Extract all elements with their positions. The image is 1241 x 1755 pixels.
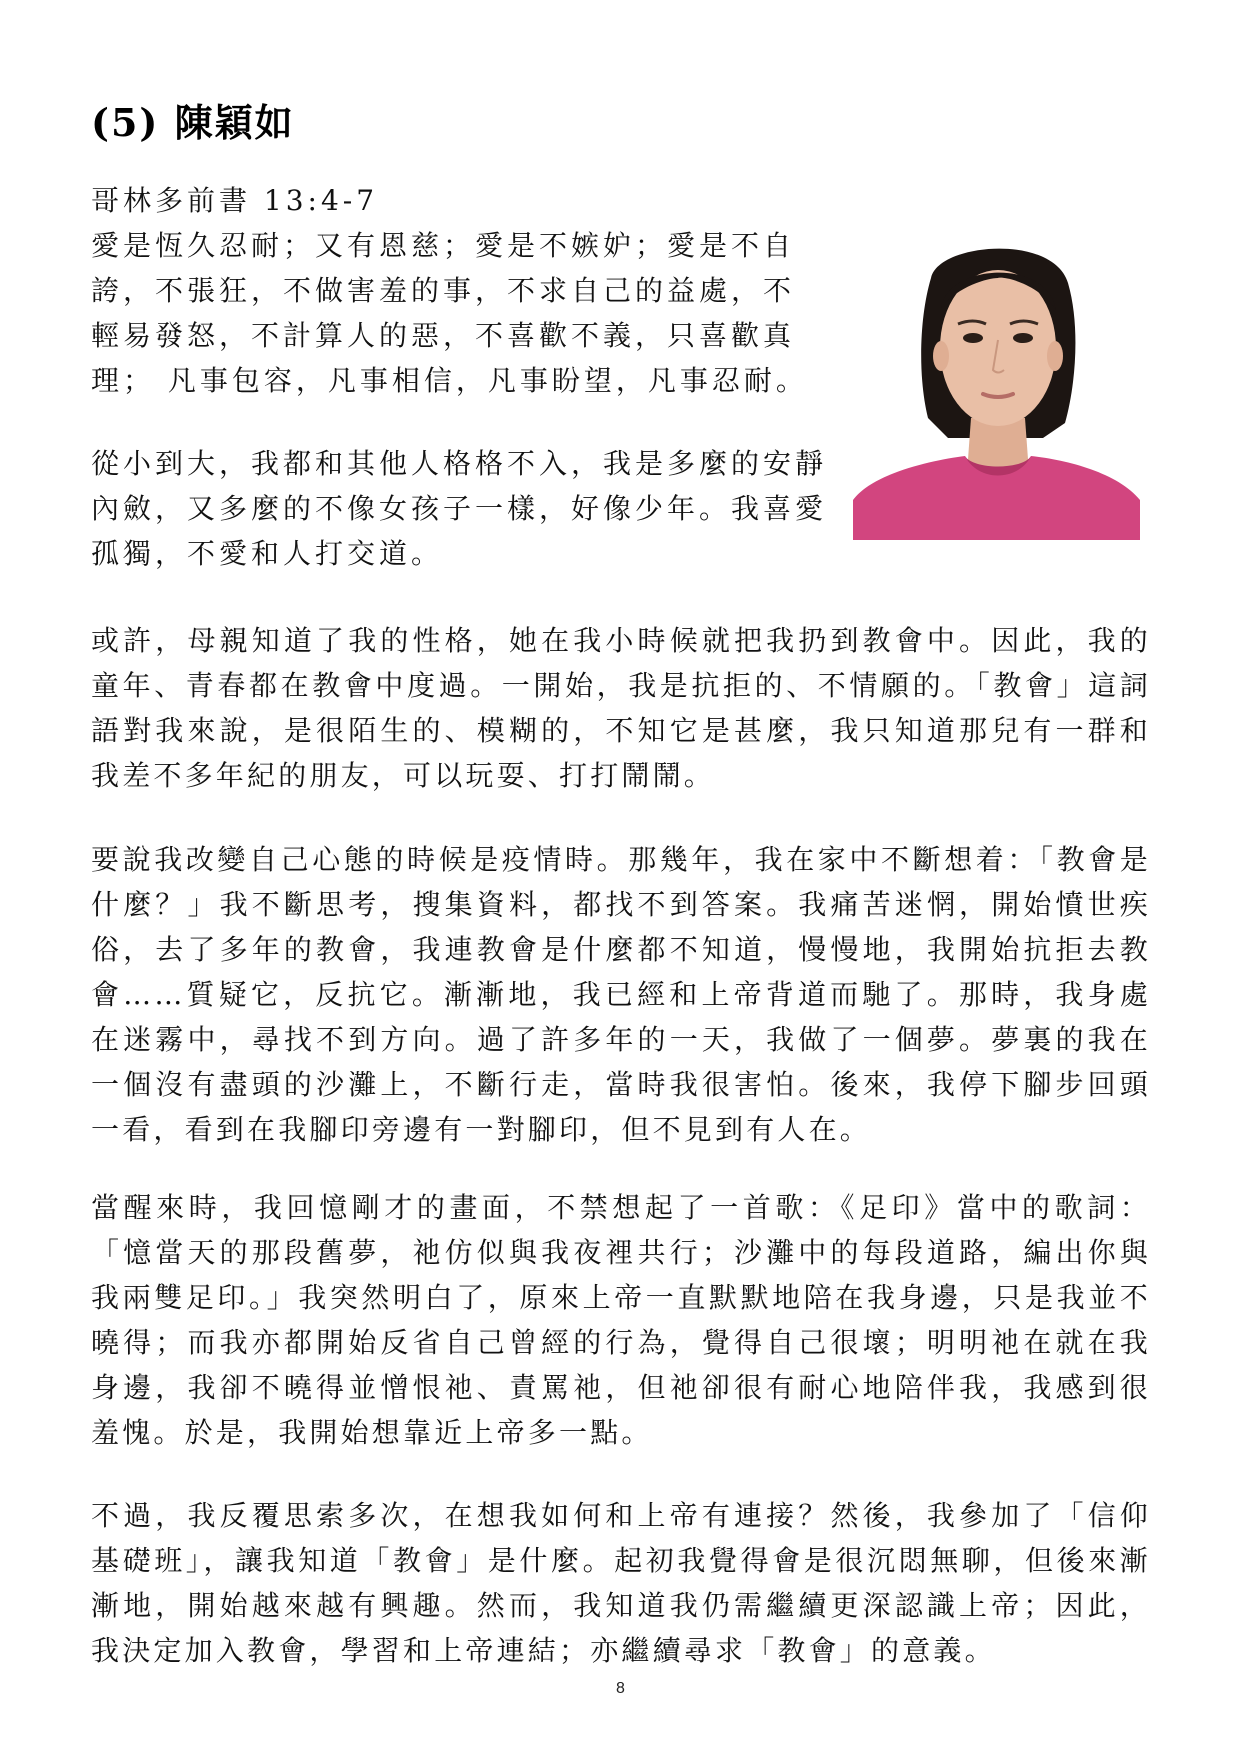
page-title: (5) 陳穎如 xyxy=(91,100,295,145)
body-paragraph: 或許，母親知道了我的性格，她在我小時候就把我扔到教會中。因此，我的童年、青春都在教會中度過。一開始，我是抗拒的、不情願的。「教會」這詞語對我來說，是很陌生的、模糊的，不知它是甚麼，我只知道那兒有一群和我差不多年紀的朋友，可以玩耍、打打鬧鬧。 xyxy=(91,624,1151,792)
body-paragraph: 要說我改變自己心態的時候是疫情時。那幾年，我在家中不斷想着：「教會是什麼？」我不斷思考，搜集資料，都找不到答案。我痛苦迷惘，開始憤世疾俗，去了多年的教會，我連教會是什麼都不知道，慢慢地，我開始抗拒去教會……質疑它，反抗它。漸漸地，我已經和上帝背道而馳了。那時，我身處在迷霧中，尋找不到方向。過了許多年的一天，我做了一個夢。夢裏的我在一個沒有盡頭的沙灘上，不斷行走，當時我很害怕。後來，我停下腳步回頭一看，看到在我腳印旁邊有一對腳印，但不見到有人在。 xyxy=(91,843,1151,1146)
portrait-photo xyxy=(853,238,1140,540)
verse-line: 誇，不張狂，不做害羞的事，不求自己的益處，不 xyxy=(91,274,796,307)
verse-reference: 哥林多前書 13:4-7 xyxy=(91,184,379,217)
bible-verse xyxy=(91,178,831,403)
verse-line: 理； 凡事包容，凡事相信，凡事盼望，凡事忍耐。 xyxy=(91,364,808,397)
portrait-illustration xyxy=(853,238,1140,540)
body-paragraph: 不過，我反覆思索多次，在想我如何和上帝有連接？然後，我參加了「信仰基礎班」，讓我知道「教會」是什麼。起初我覺得會是很沉悶無聊，但後來漸漸地，開始越來越有興趣。然而，我知道我仍需繼續更深認識上帝；因此，我決定加入教會，學習和上帝連結；亦繼續尋求「教會」的意義。 xyxy=(91,1499,1151,1667)
verse-line: 愛是恆久忍耐；又有恩慈；愛是不嫉妒；愛是不自 xyxy=(91,229,796,262)
verse-line: 輕易發怒，不計算人的惡，不喜歡不義，只喜歡真 xyxy=(91,319,796,352)
body-paragraph: 當醒來時，我回憶剛才的畫面，不禁想起了一首歌：《足印》當中的歌詞：「憶當天的那段舊夢，祂仿似與我夜裡共行；沙灘中的每段道路，編出你與我兩雙足印。」我突然明白了，原來上帝一直默默地陪在我身邊，只是我並不曉得；而我亦都開始反省自己曾經的行為，覺得自己很壞；明明祂在就在我身邊，我卻不曉得並憎恨祂、責罵祂，但祂卻很有耐心地陪伴我，我感到很羞愧。於是，我開始想靠近上帝多一點。 xyxy=(91,1191,1151,1449)
intro-paragraph: 從小到大，我都和其他人格格不入，我是多麼的安靜內斂，又多麼的不像女孩子一樣，好像少年。我喜愛孤獨，不愛和人打交道。 xyxy=(91,447,828,570)
page-number: 8 xyxy=(616,1680,625,1697)
